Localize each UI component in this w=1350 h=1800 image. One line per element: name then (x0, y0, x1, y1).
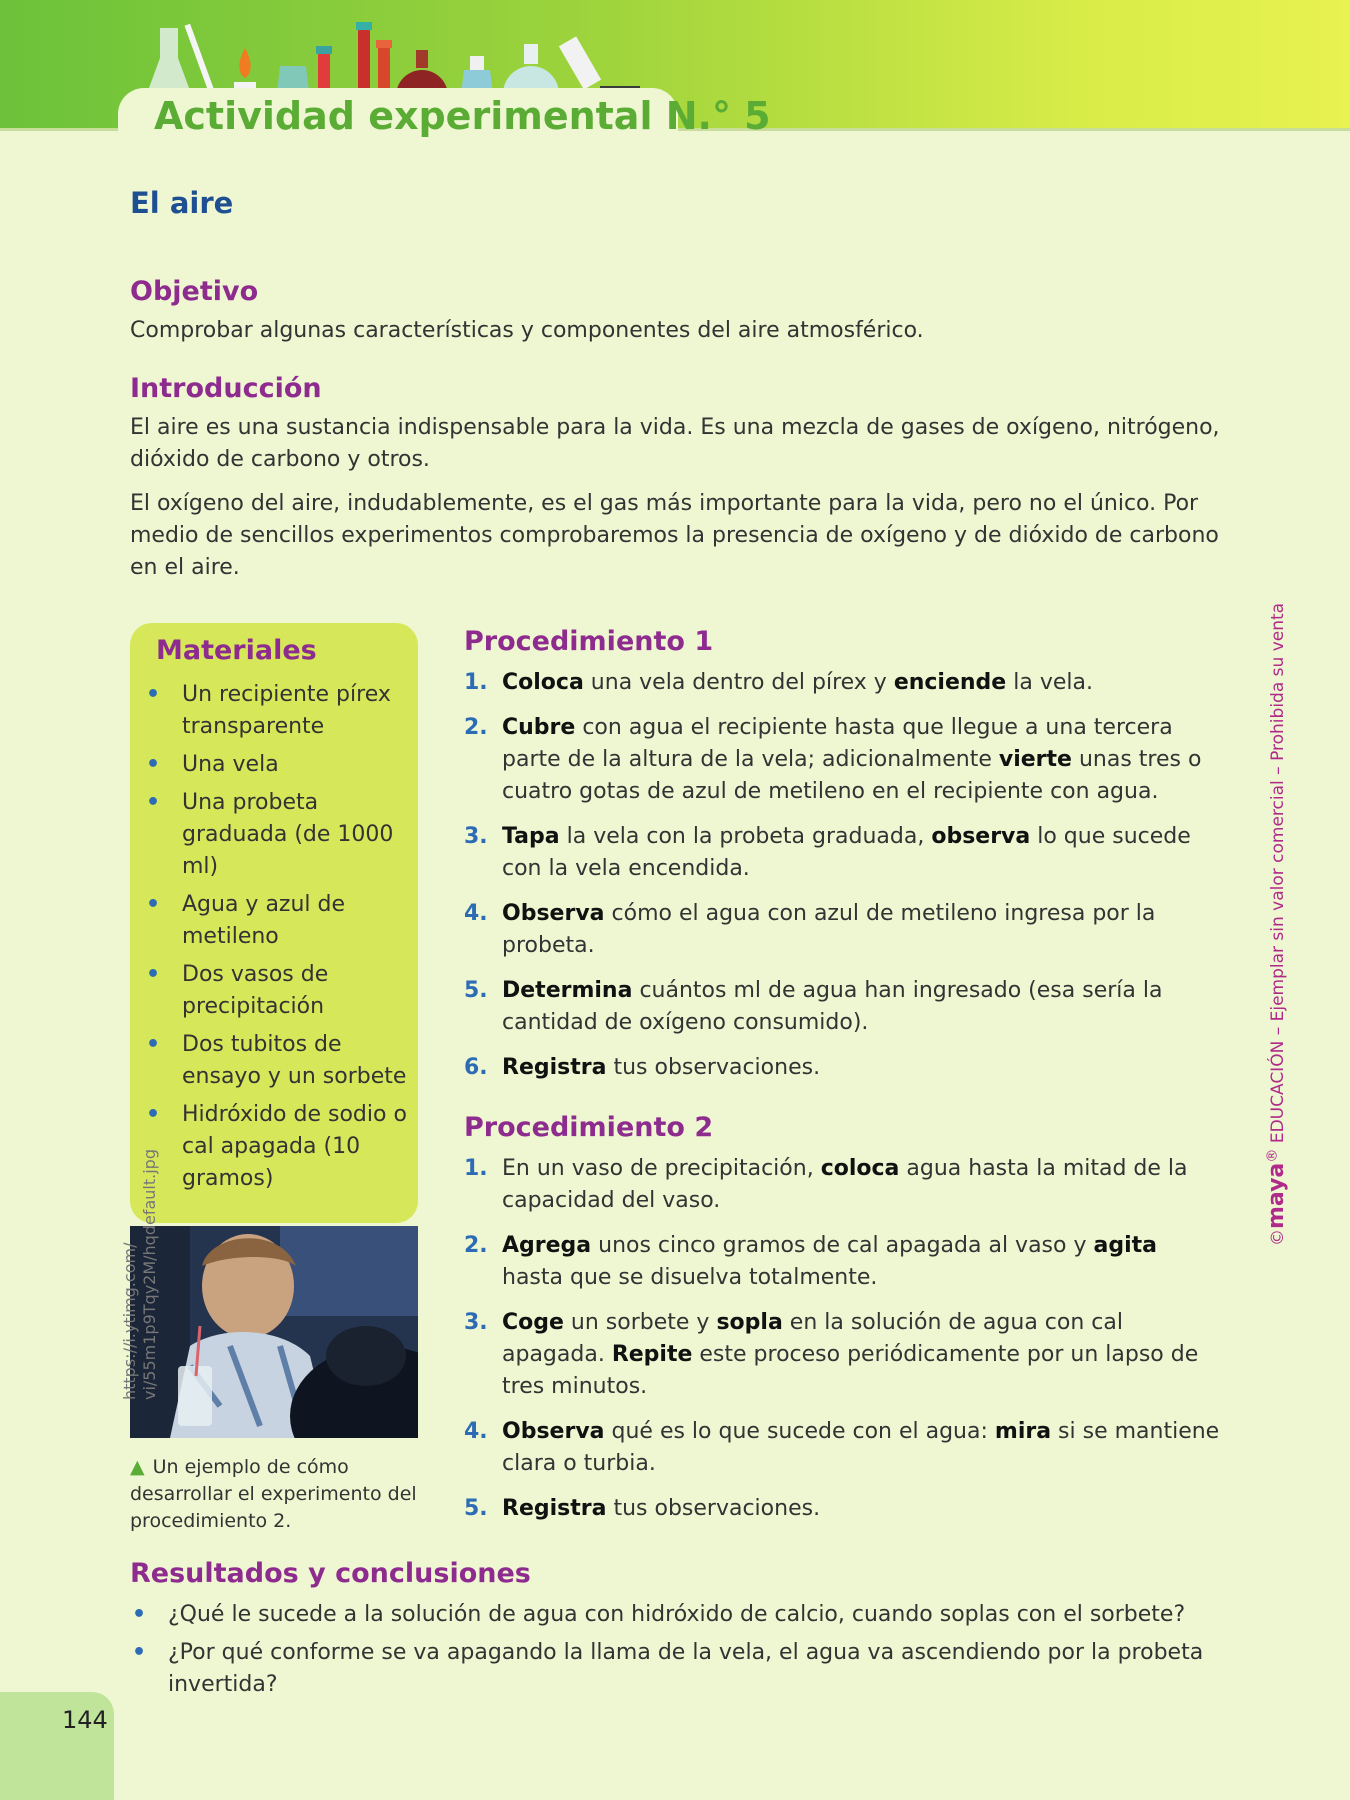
bullet-icon: • (146, 752, 161, 777)
list-item: • Una vela (142, 749, 412, 781)
copyright-notice: ©maya® EDUCACIÓN – Ejemplar sin valor comercial – Prohibida su venta (1264, 602, 1289, 1246)
triangle-icon: ▲ (130, 1456, 145, 1478)
results-section (130, 1558, 1230, 1707)
bullet-icon: • (146, 682, 161, 707)
materials-box (130, 623, 418, 1223)
procedure-2-heading: Procedimiento 2 (464, 1112, 714, 1143)
bullet-icon: • (146, 892, 161, 917)
bullet-icon: • (146, 1102, 161, 1127)
list-item: 4. Observa cómo el agua con azul de metileno ingresa por la probeta. (464, 901, 1156, 958)
list-item: • ¿Qué le sucede a la solución de agua con hidróxido de calcio, cuando soplas con el sorbete? (130, 1599, 1230, 1631)
materials-list (142, 679, 412, 1201)
list-item: 4. Observa qué es lo que sucede con el agua: mira si se mantiene clara o turbia. (464, 1419, 1220, 1476)
objective-heading: Objetivo (130, 276, 259, 307)
list-item: • Dos tubitos de ensayo y un sorbete (142, 1029, 412, 1093)
list-item: • ¿Por qué conforme se va apagando la llama de la vela, el agua va ascendiendo por la probeta invertida? (130, 1637, 1230, 1701)
procedure-2-section (464, 1112, 1224, 1538)
procedure-2-steps (464, 1153, 1224, 1525)
results-heading: Resultados y conclusiones (130, 1558, 531, 1589)
list-item: 2. Cubre con agua el recipiente hasta que llegue a una tercera parte de la altura de la vela; adicionalmente vierte unas tres o cuatro gotas de azul de metileno en el recipiente con agua. (464, 715, 1202, 804)
list-item: • Dos vasos de precipitación (142, 959, 412, 1023)
procedure-1-section (464, 626, 1224, 1097)
list-item: • Un recipiente pírex transparente (142, 679, 412, 743)
bullet-icon: • (146, 1032, 161, 1057)
procedure-1-heading: Procedimiento 1 (464, 626, 714, 657)
introduction-heading: Introducción (130, 373, 322, 404)
list-item: 5. Registra tus observaciones. (464, 1496, 821, 1521)
list-item: 2. Agrega unos cinco gramos de cal apagada al vaso y agita hasta que se disuelva totalmente. (464, 1233, 1157, 1290)
bullet-icon: • (132, 1640, 147, 1665)
bullet-icon: • (146, 790, 161, 815)
list-item: 3. Tapa la vela con la probeta graduada, observa lo que sucede con la vela encendida. (464, 824, 1191, 881)
bullet-icon: • (132, 1602, 147, 1627)
list-item: 1. Coloca una vela dentro del pírex y enciende la vela. (464, 670, 1093, 695)
list-item: • Una probeta graduada (de 1000 ml) (142, 787, 412, 883)
objective-section (130, 276, 1220, 347)
introduction-paragraph: El aire es una sustancia indispensable para la vida. Es una mezcla de gases de oxígeno, nitrógeno, dióxido de carbono y otros. (130, 415, 1220, 472)
photo-caption: ▲ Un ejemplo de cómo desarrollar el experimento del procedimiento 2. (130, 1456, 417, 1532)
activity-title: Actividad experimental N.° 5 (154, 94, 771, 138)
topic-title: El aire (130, 186, 234, 220)
brand-logo: maya (1264, 1162, 1289, 1229)
photo-source-url: https://i.ytimg.com/ vi/55m1p9Tqy2M/hqdefault.jpg (120, 1149, 159, 1400)
list-item: 1. En un vaso de precipitación, coloca agua hasta la mitad de la capacidad del vaso. (464, 1156, 1188, 1213)
procedure-1-steps (464, 667, 1224, 1084)
introduction-section (130, 373, 1220, 584)
list-item: 5. Determina cuántos ml de agua han ingresado (esa sería la cantidad de oxígeno consumido). (464, 978, 1163, 1035)
list-item: • Agua y azul de metileno (142, 889, 412, 953)
list-item: 3. Coge un sorbete y sopla en la solución de agua con cal apagada. Repite este proceso periódicamente por un lapso de tres minutos. (464, 1310, 1199, 1399)
bullet-icon: • (146, 962, 161, 987)
materials-heading: Materiales (156, 635, 317, 666)
list-item: 6. Registra tus observaciones. (464, 1055, 821, 1080)
list-item: • Hidróxido de sodio o cal apagada (10 gramos) (142, 1099, 412, 1195)
objective-text: Comprobar algunas características y componentes del aire atmosférico. (130, 318, 924, 343)
page-number: 144 (62, 1706, 108, 1734)
results-list (130, 1599, 1230, 1701)
introduction-paragraph: El oxígeno del aire, indudablemente, es el gas más importante para la vida, pero no el único. Por medio de sencillos experimentos comprobaremos la presencia de oxígeno y de dióxido de carbono en el aire. (130, 491, 1219, 580)
experiment-photo (130, 1226, 418, 1438)
